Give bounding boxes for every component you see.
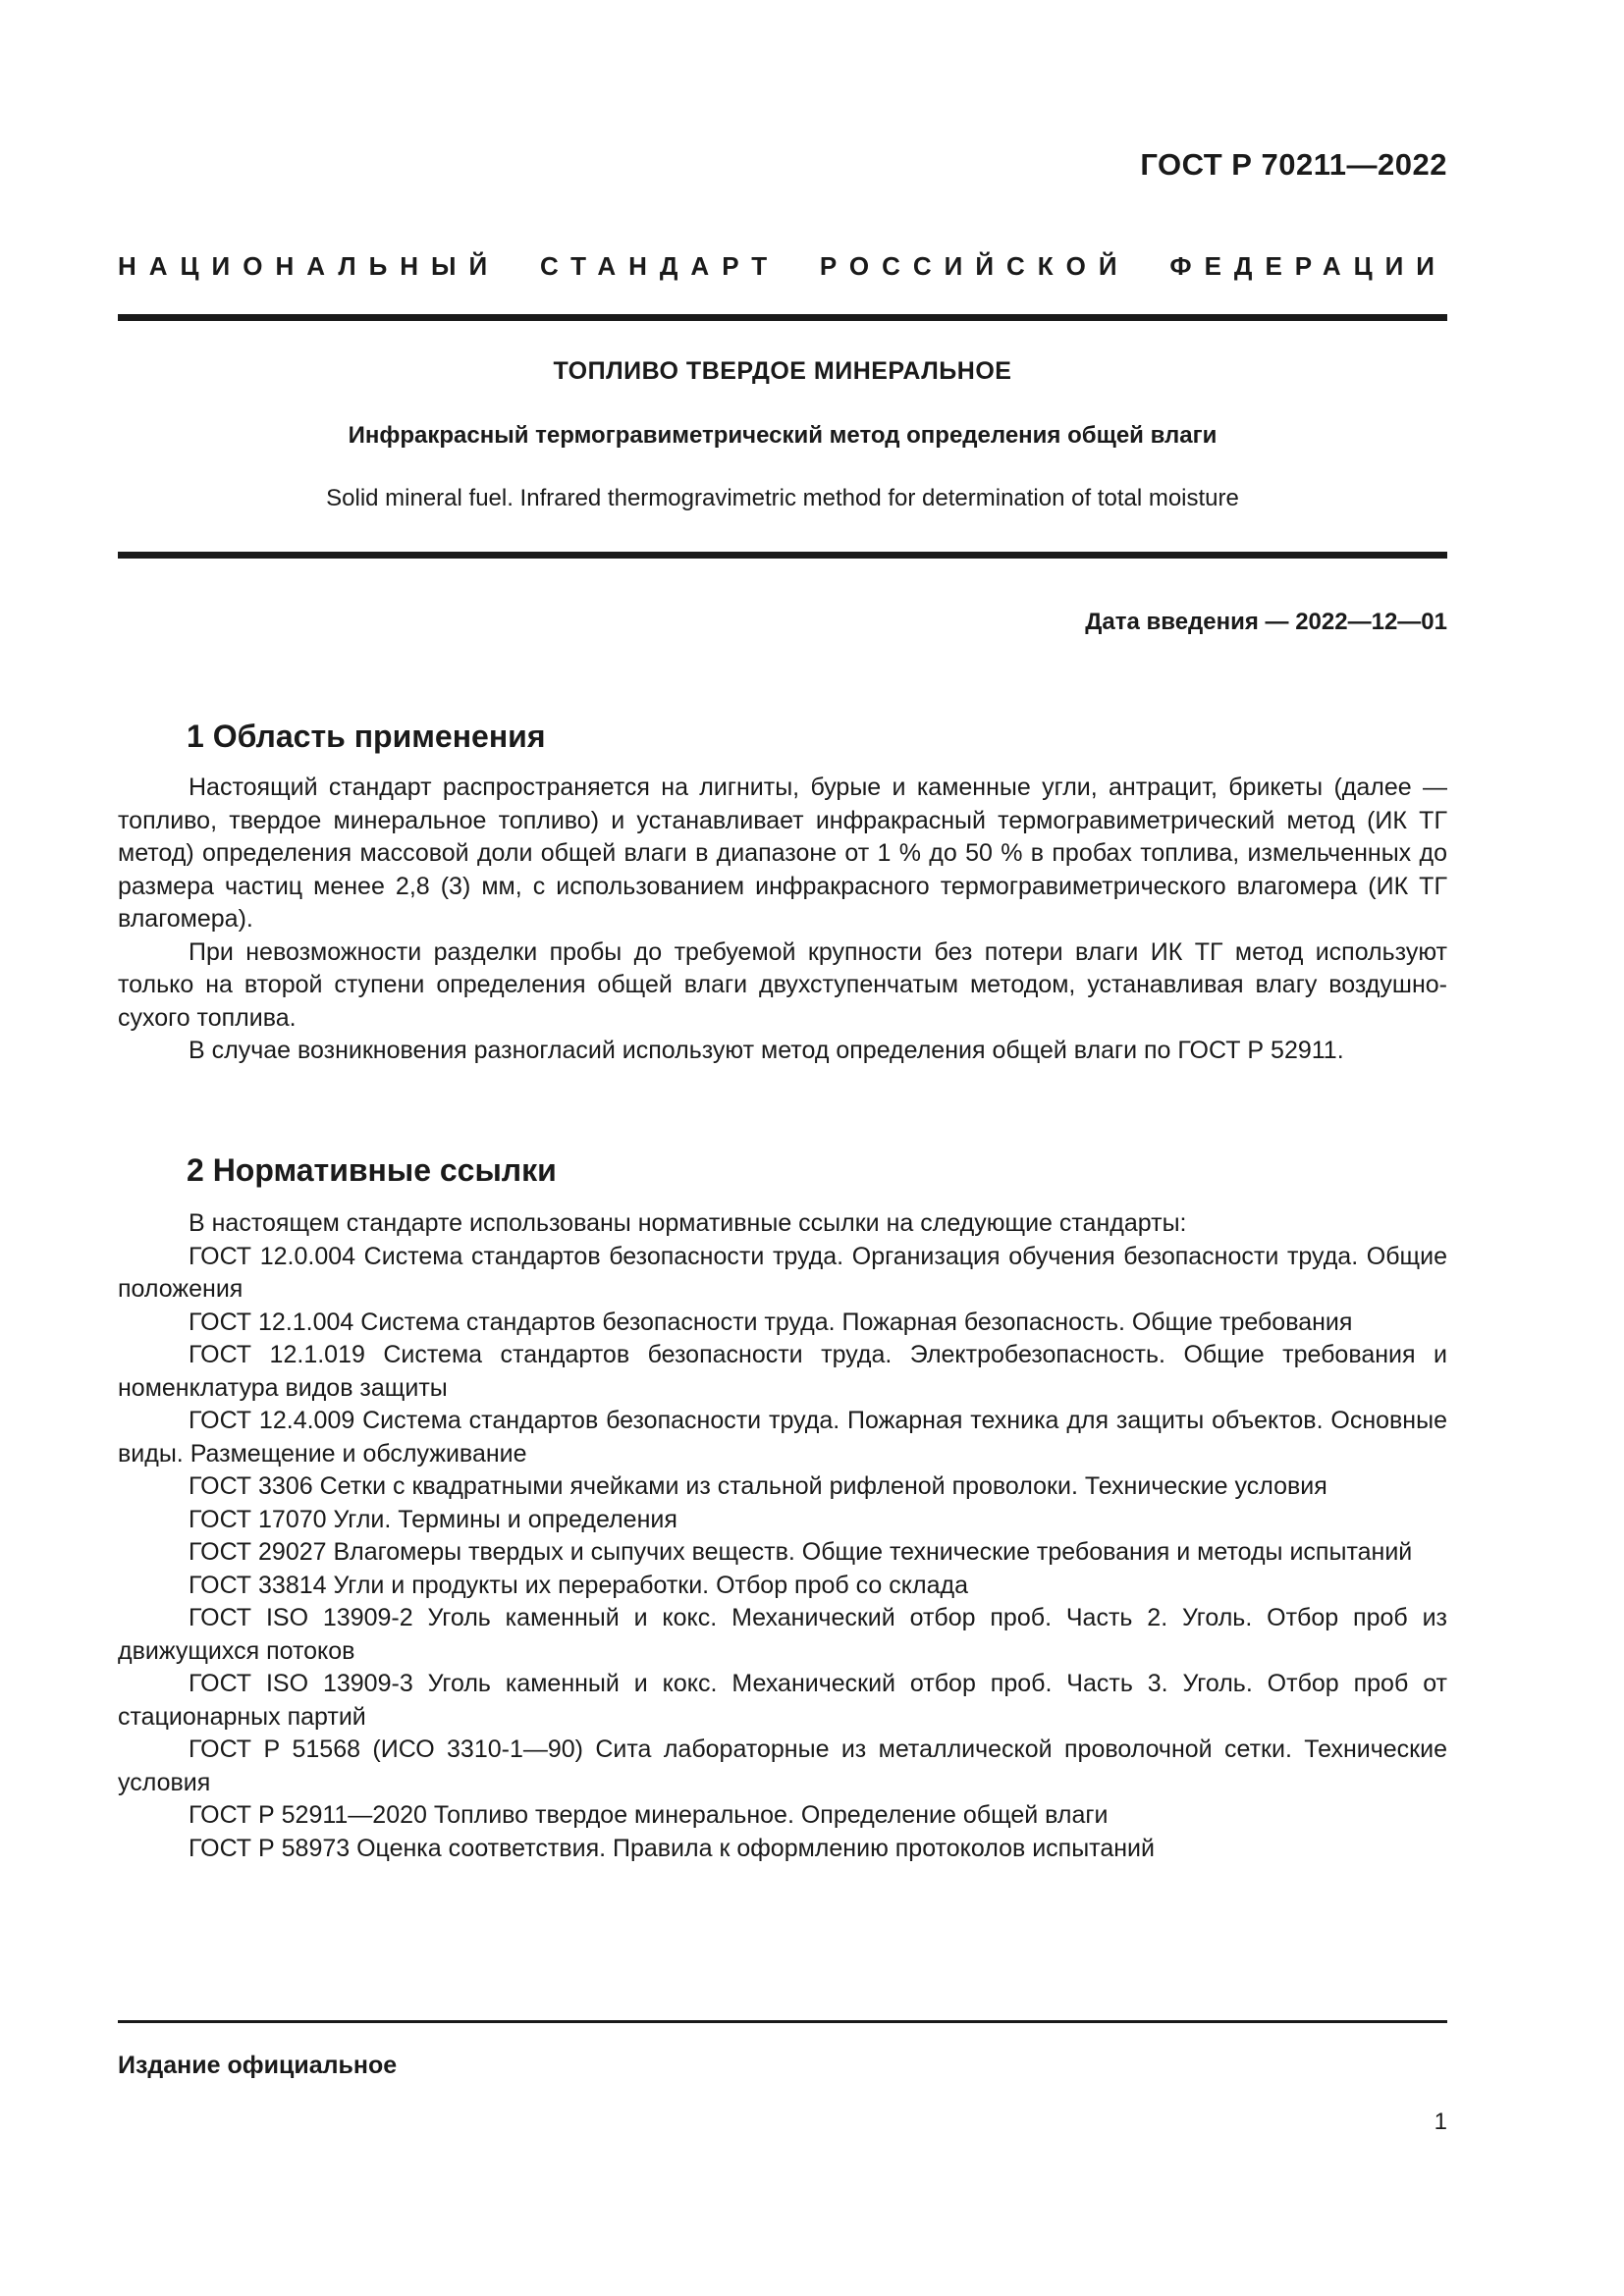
top-divider bbox=[118, 314, 1447, 321]
standard-subtitle: Инфракрасный термогравиметрический метод определения общей влаги bbox=[348, 422, 1218, 449]
section-normative-references bbox=[118, 1150, 1447, 1865]
paragraph: При невозможности разделки пробы до требуемой крупности без потери влаги ИК ТГ метод используют только на второй ступени определения общей влаги двухступенчатым методом, устанавливая влагу воздушно-сухого топлива. bbox=[118, 937, 1447, 1032]
reference-item: ГОСТ 12.0.004 Система стандартов безопасности труда. Организация обучения безопасности труда. Общие положения bbox=[118, 1242, 1447, 1303]
reference-item: ГОСТ 17070 Угли. Термины и определения bbox=[189, 1505, 677, 1533]
reference-item: ГОСТ 12.4.009 Система стандартов безопасности труда. Пожарная техника для защиты объектов. Основные виды. Размещение и обслуживание bbox=[118, 1407, 1447, 1468]
footer-divider bbox=[118, 2020, 1447, 2023]
reference-item: ГОСТ Р 58973 Оценка соответствия. Правила к оформлению протоколов испытаний bbox=[189, 1834, 1155, 1862]
standard-title: ТОПЛИВО ТВЕРДОЕ МИНЕРАЛЬНОЕ bbox=[553, 357, 1012, 385]
reference-item: ГОСТ 29027 Влагомеры твердых и сыпучих веществ. Общие технические требования и методы испытаний bbox=[189, 1538, 1413, 1566]
section-heading: 1 Область применения bbox=[187, 719, 546, 754]
title-divider bbox=[118, 552, 1447, 559]
reference-item: ГОСТ 12.1.019 Система стандартов безопасности труда. Электробезопасность. Общие требования и номенклатура видов защиты bbox=[118, 1341, 1447, 1402]
national-standard-title: НАЦИОНАЛЬНЫЙ СТАНДАРТ РОССИЙСКОЙ ФЕДЕРАЦИИ bbox=[118, 251, 1447, 281]
reference-item: ГОСТ ISO 13909-2 Уголь каменный и кокс. Механический отбор проб. Часть 2. Уголь. Отбор проб из движущихся потоков bbox=[118, 1604, 1447, 1665]
reference-item: ГОСТ ISO 13909-3 Уголь каменный и кокс. Механический отбор проб. Часть 3. Уголь. Отбор проб от стационарных партий bbox=[118, 1670, 1447, 1731]
reference-item: ГОСТ Р 51568 (ИСО 3310-1—90) Сита лабораторные из металлической проволочной сетки. Технические условия bbox=[118, 1735, 1447, 1796]
reference-item: ГОСТ 33814 Угли и продукты их переработки. Отбор проб со склада bbox=[189, 1571, 968, 1599]
reference-item: ГОСТ 3306 Сетки с квадратными ячейками из стальной рифленой проволоки. Технические условия bbox=[189, 1472, 1327, 1500]
document-number: ГОСТ Р 70211—2022 bbox=[1140, 147, 1447, 182]
official-edition-label: Издание официальное bbox=[118, 2052, 398, 2079]
paragraph: Настоящий стандарт распространяется на лигниты, бурые и каменные угли, антрацит, брикеты (далее — топливо, твердое минеральное топливо) и устанавливает инфракрасный термогравиметрический метод (ИК ТГ метод) определения массовой доли общей влаги в диапазоне от 1 % до 50 % в пробах топлива, измельченных до размера частиц менее 2,8 (3) мм, с использованием инфракрасного термогравиметрического влагомера (ИК ТГ влагомера). bbox=[118, 774, 1447, 933]
page-number: 1 bbox=[1434, 2109, 1447, 2135]
section-heading: 2 Нормативные ссылки bbox=[187, 1152, 557, 1188]
introduction-date: Дата введения — 2022—12—01 bbox=[1085, 609, 1447, 635]
reference-item: ГОСТ 12.1.004 Система стандартов безопасности труда. Пожарная безопасность. Общие требования bbox=[189, 1308, 1353, 1336]
section-scope bbox=[118, 717, 1447, 1068]
reference-item: ГОСТ Р 52911—2020 Топливо твердое минеральное. Определение общей влаги bbox=[189, 1801, 1109, 1829]
references-intro: В настоящем стандарте использованы нормативные ссылки на следующие стандарты: bbox=[189, 1209, 1187, 1237]
paragraph: В случае возникновения разногласий используют метод определения общей влаги по ГОСТ Р 52911. bbox=[189, 1037, 1344, 1064]
english-title: Solid mineral fuel. Infrared thermogravimetric method for determination of total moisture bbox=[326, 485, 1239, 511]
